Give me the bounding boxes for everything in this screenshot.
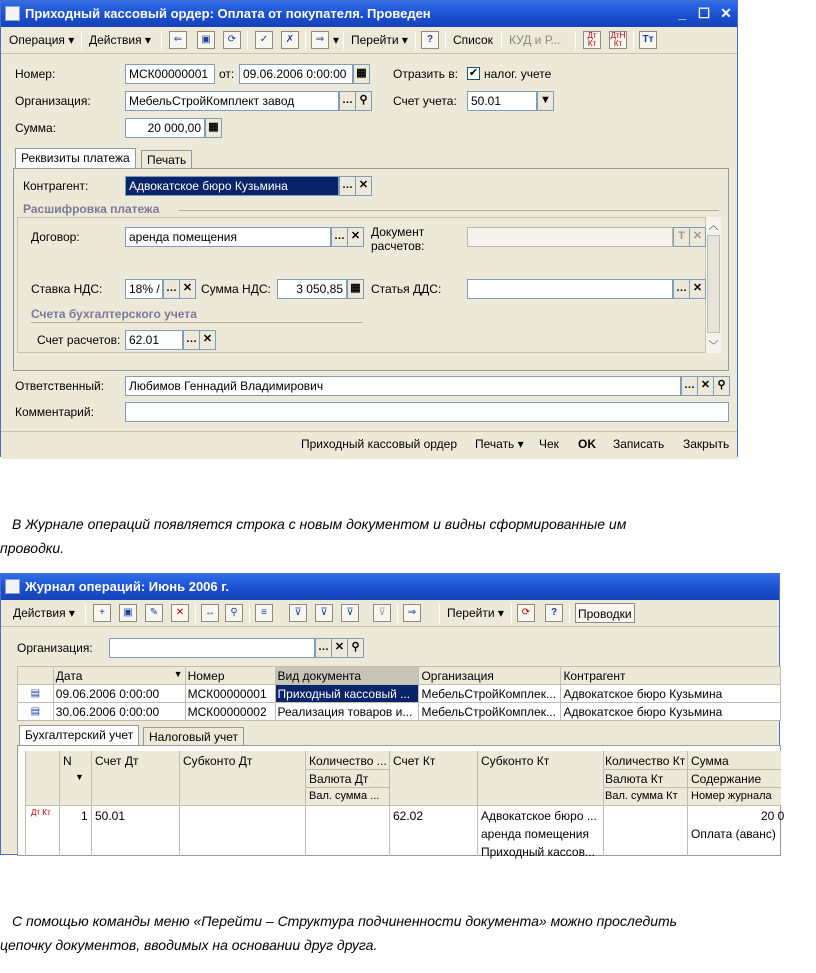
paragraph-1-line-1: В Журнале операций появляется строка с новым документом и видны сформированные им [12,516,627,532]
entry-kt-account: 62.02 [393,809,424,823]
scroll-up-icon[interactable]: ︿ [708,221,719,232]
select-button[interactable]: … [339,91,356,111]
select-button[interactable]: … [673,279,690,299]
filter-icon[interactable]: ⊽ [289,604,307,622]
table-row[interactable]: ▤ 30.06.2006 0:00:00 МСК00000002 Реализация товаров и... МебельСтройКомплек... Адвокатское бюро Кузьмина [18,703,781,721]
clear-filter-icon[interactable]: ⊽ [373,604,391,622]
list-button[interactable]: Список [453,33,493,47]
search-icon[interactable]: ⚲ [355,91,372,111]
journal-icon [5,579,20,594]
actions-menu[interactable]: Действия ▾ [89,33,151,47]
back-arrow-icon[interactable]: ⇐ [169,31,187,49]
entry-sub-kt-3: Приходный кассов... [481,845,595,859]
entry-number: 1 [81,809,88,823]
post-icon[interactable]: ✓ [255,31,273,49]
tax-label: налог. учете [484,67,552,81]
document-type-button[interactable]: Приходный кассовый ордер [301,437,458,451]
accounts-section-title: Счета бухгалтерского учета [31,307,197,321]
select-button[interactable]: … [331,227,348,247]
entry-sum: 20 0 [761,809,785,823]
contractor-label: Контрагент: [23,179,89,193]
dt-kt-icon: Дт Кт [31,808,51,817]
scroll-thumb[interactable] [707,235,720,333]
delete-icon[interactable]: ✕ [171,604,189,622]
select-button[interactable]: … [315,638,332,658]
dds-label: Статья ДДС: [371,282,442,296]
based-on-dropdown[interactable]: ▾ [333,33,340,47]
entries-grid [25,751,785,859]
actions-menu[interactable]: Действия ▾ [13,606,75,620]
journal-window [0,573,785,859]
column-header[interactable]: Номер [185,667,275,685]
column-header-content[interactable]: Содержание [691,772,762,786]
filter-value-icon[interactable]: ⊽ [315,604,333,622]
goto-menu[interactable]: Перейти ▾ [351,33,408,47]
interval-icon[interactable]: ↔ [201,604,219,622]
tt-icon[interactable]: Тт [639,31,657,49]
filter-history-icon[interactable]: ⊽ [341,604,359,622]
type-icon[interactable]: T [673,227,690,247]
print-menu[interactable]: Печать ▾ [475,437,524,451]
account-label: Счет учета: [393,94,457,108]
sum-label: Сумма: [15,121,57,135]
column-header-cur-kt[interactable]: Валюта Кт [605,772,664,786]
column-header-journal[interactable]: Номер журнала [691,790,772,802]
based-on-icon[interactable]: ⇒ [403,604,421,622]
column-header-cur-dt[interactable]: Валюта Дт [309,772,369,786]
calculator-icon[interactable]: ▦ [347,279,364,299]
cash-receipt-window [0,0,738,457]
sum-field[interactable]: 20 000,00 [125,118,205,138]
select-button[interactable]: … [183,330,200,350]
title-bar [1,1,737,27]
paragraph-1-line-2: проводки. [0,540,65,556]
column-header[interactable]: Вид документа [275,667,419,685]
window-title: Журнал операций: Июнь 2006 г. [25,579,229,594]
settlement-document-field[interactable] [467,227,673,247]
search-icon[interactable]: ⚲ [713,376,730,396]
dt-kt-icon[interactable]: Дт Кт [583,31,601,49]
sort-icon[interactable]: ≡ [255,604,273,622]
add-icon[interactable]: + [93,604,111,622]
document-icon: ▤ [18,685,54,703]
tab-payment-details[interactable]: Реквизиты платежа [15,148,136,169]
scroll-down-icon[interactable]: ﹀ [708,341,719,352]
reflect-label: Отразить в: [393,67,459,81]
help-icon[interactable]: ? [421,31,439,49]
responsible-field[interactable]: Любимов Геннадий Владимирович [125,376,681,396]
column-header-sub-dt[interactable]: Субконто Дт [183,754,253,768]
paragraph-2-line-1: С помощью команды меню «Перейти – Структура подчиненности документа» можно проследить [12,913,678,929]
close-button[interactable]: ✕ [720,5,732,21]
column-header[interactable]: Дата ▼ [53,667,185,685]
number-label: Номер: [15,67,56,81]
vat-sum-field[interactable]: 3 050,85 [277,279,347,299]
column-header[interactable]: Контрагент [561,667,781,685]
search-icon[interactable]: ⚲ [347,638,364,658]
document-icon: ▤ [18,703,54,721]
calc-account-label: Счет расчетов: [37,333,121,347]
select-button[interactable]: … [339,176,356,196]
clear-icon[interactable]: ✕ [355,176,372,196]
organization-filter-field[interactable] [109,638,315,658]
refresh-icon[interactable]: ⟳ [223,31,241,49]
comment-label: Комментарий: [15,405,94,419]
maximize-button[interactable]: ☐ [697,5,711,21]
check-button[interactable]: Чек [539,437,559,451]
column-header-kt[interactable]: Счет Кт [393,754,436,768]
clear-icon[interactable]: ✕ [689,227,706,247]
column-header-sum[interactable]: Сумма [691,754,729,768]
sort-chevron-icon[interactable]: ▼ [75,772,84,782]
account-field[interactable]: 50.01 [467,91,537,111]
vertical-scrollbar[interactable] [705,217,721,353]
journal-table [17,666,781,721]
calculator-icon[interactable]: ▦ [205,118,222,138]
clear-icon[interactable]: ✕ [697,376,714,396]
toolbar [1,27,737,54]
goto-menu[interactable]: Перейти ▾ [447,606,504,620]
entry-sub-kt-1: Адвокатское бюро ... [481,809,597,823]
help-icon[interactable]: ? [545,604,563,622]
calc-account-field[interactable]: 62.01 [125,330,183,350]
tab-print[interactable]: Печать [141,150,192,169]
vat-rate-field[interactable]: 18% / [125,279,163,299]
column-header-n[interactable]: N [63,754,72,768]
responsible-label: Ответственный: [15,379,105,393]
organization-field[interactable]: МебельСтройКомплект завод [125,91,339,111]
kudir-button[interactable]: КУД и Р... [509,33,561,47]
contract-field[interactable]: аренда помещения [125,227,331,247]
save-button[interactable]: Записать [613,437,665,451]
entry-content: Оплата (аванс) [691,827,776,841]
dtn-kt-icon[interactable]: ДтН Кт [610,31,626,48]
column-header[interactable]: Организация [419,667,561,685]
entries-button[interactable]: Проводки [575,603,635,623]
minimize-button[interactable]: _ [678,5,686,21]
decode-section-title: Расшифровка платежа [23,202,160,216]
comment-field[interactable] [125,402,729,422]
doc-label-2: расчетов: [371,239,425,253]
column-header-curs-dt[interactable]: Вал. сумма ... [309,790,380,802]
status-bar [1,431,737,459]
document-icon [5,6,20,21]
entry-dt-account: 50.01 [95,809,126,823]
date-label: от: [219,67,235,81]
clear-icon[interactable]: ✕ [347,227,364,247]
column-header-qty-dt[interactable]: Количество ... [309,754,387,768]
column-header-dt[interactable]: Счет Дт [95,754,139,768]
chevron-down-icon[interactable]: ▼ [537,91,554,111]
copy-icon[interactable]: ▣ [197,31,215,49]
number-field[interactable]: МСК00000001 [125,64,215,84]
toolbar [1,600,779,627]
select-button[interactable]: … [163,279,180,299]
table-row[interactable]: ▤ 09.06.2006 0:00:00 МСК00000001 Приходный кассовый ... МебельСтройКомплек... Адвокатское бюро Кузьмина [18,685,781,703]
paragraph-2-line-2: цепочку документов, вводимых на основании друг друга. [0,937,378,953]
clear-icon[interactable]: ✕ [689,279,706,299]
column-header-curs-kt[interactable]: Вал. сумма Кт [605,790,678,802]
organization-label: Организация: [17,641,93,655]
find-icon[interactable]: ⚲ [225,604,243,622]
title-bar [1,574,779,600]
date-field[interactable]: 09.06.2006 0:00:00 [239,64,353,84]
edit-icon[interactable]: ✎ [145,604,163,622]
contractor-field[interactable]: Адвокатское бюро Кузьмина [125,176,339,196]
contract-label: Договор: [31,230,80,244]
ok-button[interactable]: OK [578,437,596,451]
dds-field[interactable] [467,279,673,299]
vat-rate-label: Ставка НДС: [31,282,103,296]
window-title: Приходный кассовый ордер: Оплата от покупателя. Проведен [25,6,431,21]
copy-icon[interactable]: ▣ [119,604,137,622]
based-on-icon[interactable]: ⇒ [311,31,329,49]
clear-icon[interactable]: ✕ [179,279,196,299]
calendar-icon[interactable]: ▦ [353,64,370,84]
organization-label: Организация: [15,94,91,108]
tab-tax[interactable]: Налоговый учет [143,727,244,746]
clear-icon[interactable]: ✕ [331,638,348,658]
clear-icon[interactable]: ✕ [199,330,216,350]
entry-sub-kt-2: аренда помещения [481,827,589,841]
tab-accounting[interactable]: Бухгалтерский учет [19,725,139,746]
column-header-qty-kt[interactable]: Количество Кт [605,754,686,768]
unpost-icon[interactable]: ✗ [281,31,299,49]
doc-label-1: Документ [371,225,425,239]
select-button[interactable]: … [681,376,698,396]
vat-sum-label: Сумма НДС: [201,282,271,296]
refresh-icon[interactable]: ⟳ [517,604,535,622]
tax-checkbox[interactable]: ✔ [468,67,479,79]
column-header-sub-kt[interactable]: Субконто Кт [481,754,550,768]
close-form-button[interactable]: Закрыть [683,437,730,451]
operation-menu[interactable]: Операция ▾ [9,33,75,47]
